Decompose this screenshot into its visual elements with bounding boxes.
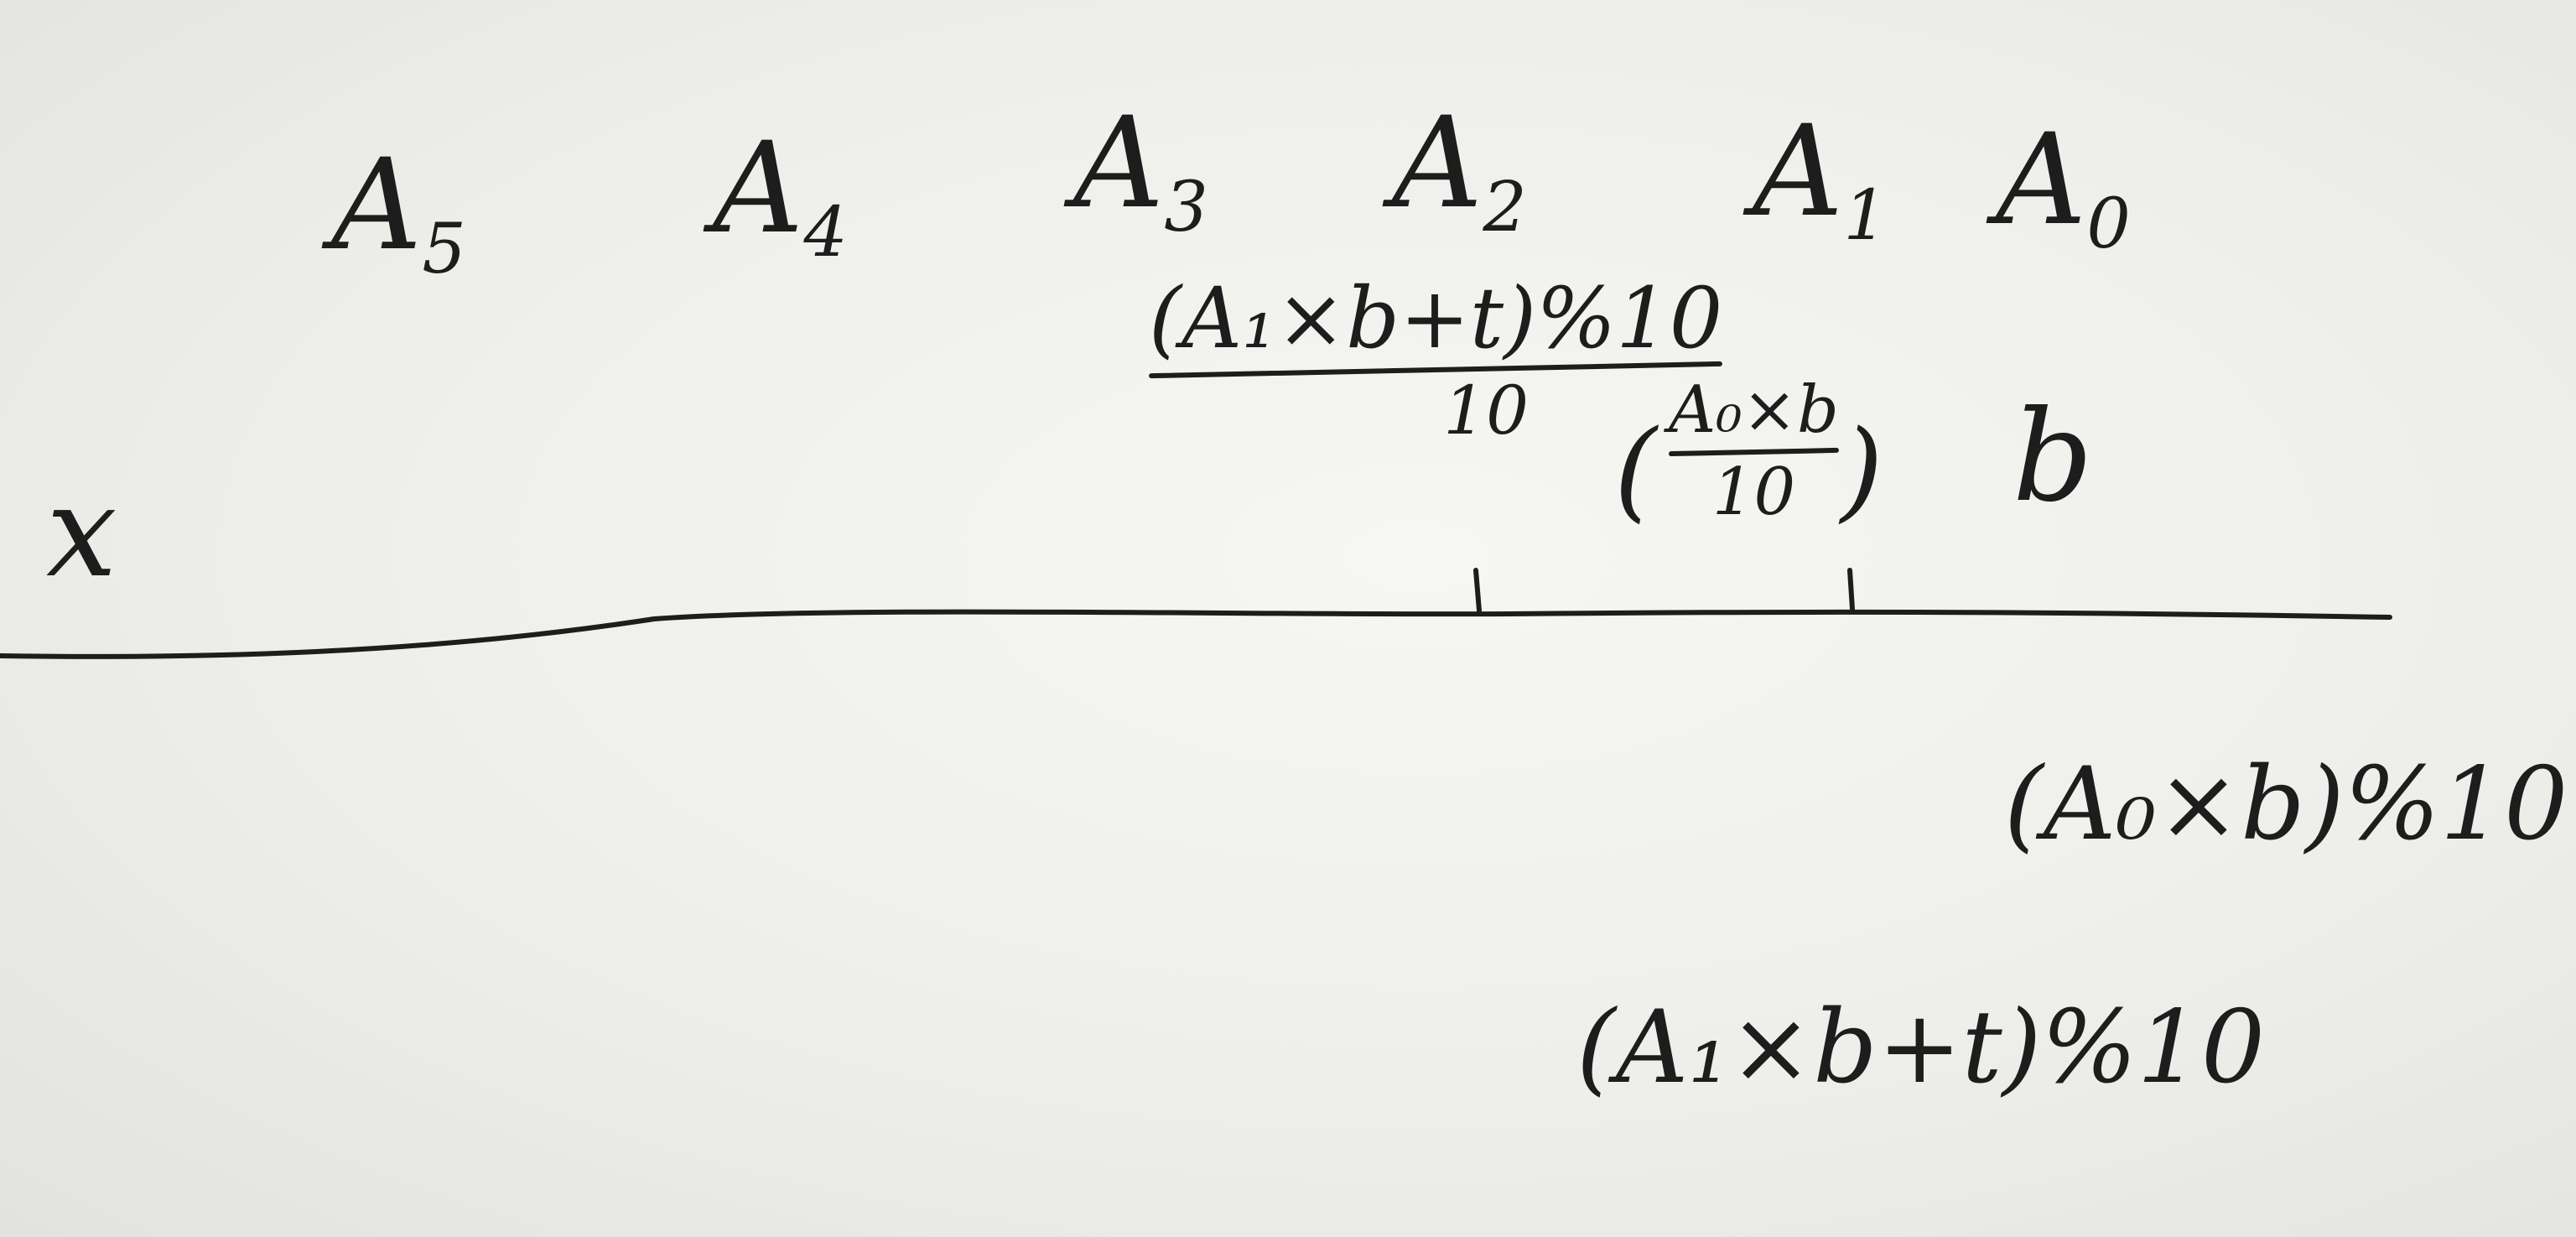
carry-fraction-denominator: 10 [1443, 372, 1530, 450]
multiplier-b: b [2012, 384, 2094, 530]
first-carry-fraction-denominator: 10 [1711, 455, 1796, 530]
digit-label-a5: $A_5$ [331, 133, 466, 289]
carry-fraction-numerator: (A₁×b+t)%10 [1149, 269, 1723, 367]
digit-label-a2: $A_2$ [1392, 91, 1527, 247]
open-paren: ( [1614, 406, 1657, 533]
result-line-digit-0: (A₀×b)%10 [2004, 746, 2568, 863]
variable-x: x [46, 460, 117, 606]
first-carry-fraction [1669, 372, 1839, 530]
digit-label-a4: $A_4$ [713, 116, 848, 273]
tick-mark-a1 [1850, 570, 1852, 609]
digit-label-a1: $A_1$ [1753, 99, 1888, 256]
digit-label-a3: $A_3$ [1073, 91, 1208, 247]
tick-mark-a2 [1476, 570, 1479, 611]
number-line [0, 612, 2390, 657]
first-carry-fraction-numerator: A₀×b [1669, 372, 1839, 448]
result-line-digit-1: (A₁×b+t)%10 [1576, 990, 2266, 1106]
digit-label-a0: $A_0$ [1996, 107, 2131, 264]
close-paren: ) [1841, 406, 1883, 533]
